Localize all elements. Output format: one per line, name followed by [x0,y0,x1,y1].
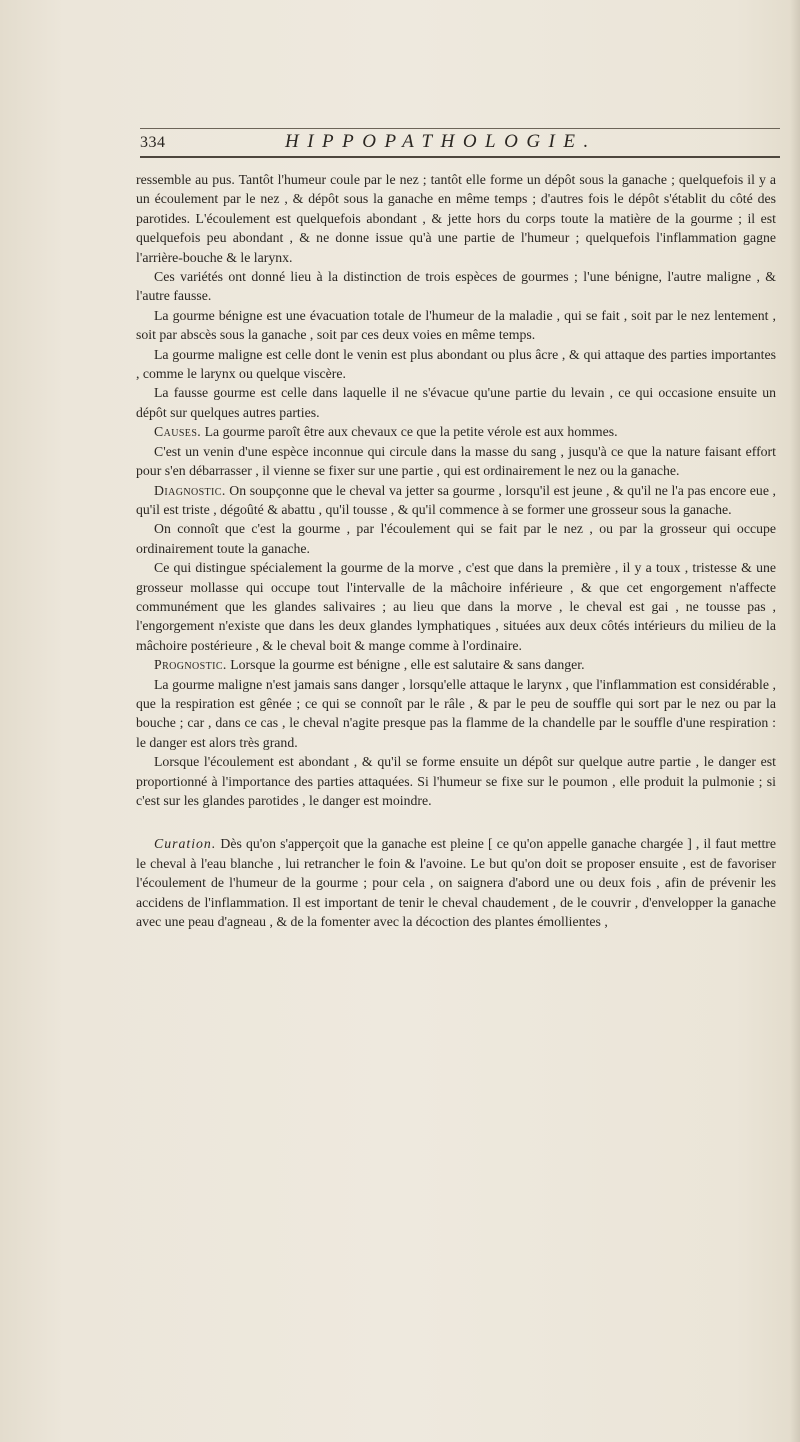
paragraph-distinction: Ce qui distingue spécialement la gourme de la morve , c'est que dans la première , il y a toux , tristesse & une grosseur mollasse qui occupe tout l'intervalle de la mâchoire inférieure , & que cet engorgement n'affecte communément que les glandes salivaires ; au lieu que dans la morve , le cheval est gai , ne tousse pas , l'engorgement n'existe que dans les deux glandes lymphatiques , situées aux deux côtés intérieurs du milieu de la mâchoire postérieure , & le cheval boit & mange comme à l'ordinaire. [136,560,776,653]
section-gap [136,810,776,834]
header-bottom-rule [140,156,780,158]
paragraph-recognition: On connoît que c'est la gourme , par l'écoulement qui se fait par le nez , ou par la grosseur qui occupe ordinairement toute la ganache. [136,521,776,556]
paragraph-curation [136,834,776,931]
diagnostic-text: On soupçonne que le cheval va jetter sa gourme , lorsqu'il est jeune , & qu'il ne l'a pas encore eue , qu'il est triste , dégoûté & abattu , qu'il tousse , & qu'il commence à se former une grosseur sous la ganache. [136,482,776,517]
paragraph-continuation: ressemble au pus. Tantôt l'humeur coule par le nez ; tantôt elle forme un dépôt sous la ganache ; quelquefois il y a un écoulement par le nez , & dépôt sous la ganache en même temps ; d'autres fois le dépôt s'établit du côté des parotides. L'écoulement est quelquefois abondant , & jette hors du corps toute la matière de la gourme ; il est quelquefois peu abondant , & ne donne issue qu'à une partie de l'humeur ; quelquefois l'inflammation gagne l'arrière-bouche & le larynx. [136,172,776,265]
heading-curation: Curation. [154,836,217,852]
paragraph-causes [136,422,776,441]
paragraph-malignant: La gourme maligne est celle dont le venin est plus abondant ou plus âcre , & qui attaque des parties importantes , comme le larynx ou quelque viscère. [136,346,776,382]
curation-text: Dès qu'on s'apperçoit que la ganache est pleine [ ce qu'on appelle ganache chargée ] , il faut mettre le cheval à l'eau blanche , lui retrancher le foin & l'avoine. Le but qu'on doit se proposer ensuite , est de favoriser l'écoulement de l'humeur de la gourme ; pour cela , on saignera d'abord une ou deux fois , afin de prévenir les accidens de l'inflammation. Il est important de tenir le cheval chaudement , de le couvrir , d'envelopper la ganache avec une peau d'agneau , & de la fomenter avec la décoction des plantes émollientes , [136,836,776,930]
paragraph-danger: La gourme maligne n'est jamais sans danger , lorsqu'elle attaque le larynx , que l'inflammation est considérable , que la respiration est gênée ; ce qui se connoît par le râle , & par le peu de souffle qui sort par le nez ou par la bouche ; car , dans ce cas , le cheval n'agite presque pas la flamme de la chandelle par le souffle d'une respiration : le danger est alors très grand. [136,676,776,750]
paragraph-varieties: Ces variétés ont donné lieu à la distinction de trois espèces de gourmes ; l'une bénigne, l'autre maligne , & l'autre fausse. [136,269,776,304]
paragraph-venom: C'est un venin d'une espèce inconnue qui circule dans la masse du sang , jusqu'à ce que la nature faisant effort pour s'en débarrasser , il vienne se fixer sur une partie , qui est ordinairement le nez ou la ganache. [136,443,776,479]
page-header [140,128,780,162]
paragraph-diagnostic [136,481,776,520]
heading-diagnostic: Diagnostic. [154,482,226,498]
header-top-rule [140,128,780,129]
body-text [136,170,776,931]
running-title: HIPPOPATHOLOGIE. [285,131,597,152]
paragraph-prognostic [136,655,776,674]
paragraph-flow: Lorsque l'écoulement est abondant , & qu'il se forme ensuite un dépôt sur quelque autre partie , le danger est proportionné à l'importance des parties attaquées. Si l'humeur se fixe sur le poumon , elle produit la pulmonie ; si c'est sur les glandes parotides , le danger est moindre. [136,754,776,808]
paragraph-benign: La gourme bénigne est une évacuation totale de l'humeur de la maladie , qui se fait , soit par le nez lentement , soit par abscès sous la ganache , soit par ces deux voies en même temps. [136,307,776,343]
page-edge-shadow [790,0,800,1442]
heading-prognostic: Prognostic. [154,657,227,673]
causes-text: La gourme paroît être aux chevaux ce que la petite vérole est aux hommes. [201,424,618,440]
prognostic-text: Lorsque la gourme est bénigne , elle est salutaire & sans danger. [226,657,585,673]
paragraph-false: La fausse gourme est celle dans laquelle il ne s'évacue qu'une partie du levain , ce qui occasione ensuite un dépôt sur quelques autres parties. [136,385,776,420]
heading-causes: Causes. [154,424,202,440]
page-number: 334 [140,134,166,151]
